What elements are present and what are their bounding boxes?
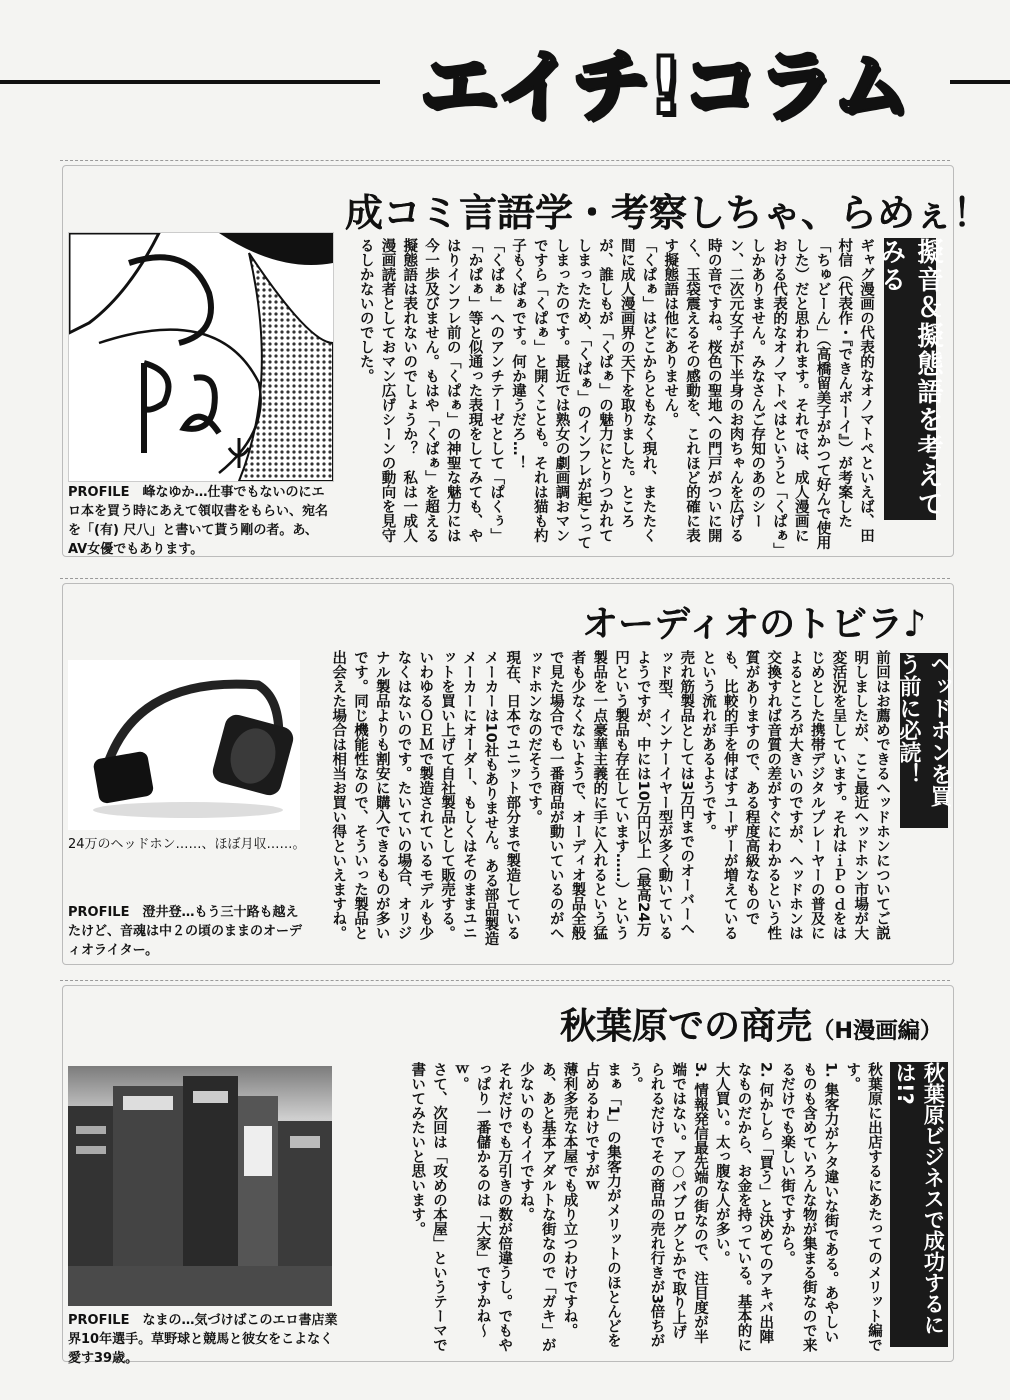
- section-divider: [60, 160, 950, 161]
- profile-1: PROFILE 峰なゆか…仕事でもないのにエロ本を買う時にあえて領収書をもらい、宛名を「(有) 尺八」と書いて貰う剛の者。あ、AV女優でもあります。: [68, 485, 329, 557]
- section-heading-3: [890, 1062, 948, 1347]
- image-caption-2: 24万のヘッドホン……、ほぼ月収……。: [68, 837, 306, 852]
- section-body-2: [310, 650, 892, 950]
- comic-illustration: [69, 233, 333, 481]
- header-rule-right: [950, 80, 1010, 84]
- section-heading-2-text: ヘッドホンを買う前に必読！: [896, 653, 952, 807]
- paragraph: 「くぱぁ」へのアンチテーゼとして「ぱくぅ」「かぱぁ」等と似通った表現をしてみても、やはりインフレ前の「くぱぁ」の神聖な魅力には今一歩及びません。もはや「くぱぁ」を超える擬態語は表れないのでしょうか？ 私は一成人漫画読者としておマン広げシーンの動向を見守るしかないのでした。: [357, 238, 505, 543]
- header-rule-left: [0, 80, 380, 84]
- section-heading-2: [896, 653, 952, 828]
- paragraph: 現在、日本でユニット部分まで製造しているメーカーは10社もありません。ある部品製造メーカーにオーダー、もしくはそのままユニットを買い上げて自社製品として販売する。いわゆるＯＥＭで製造されているモデルも少なくはないのです。たいていの場合、オリジナル製品よりも割安に購入できるものが多いです。同じ機能性なので、そういった製品と出会えた場合は相当お買い得といえますね。: [330, 650, 521, 946]
- section-heading-1-text: 擬音＆擬態語を考えてみる: [876, 238, 943, 518]
- paragraph: 秋葉原に出店するにあたってのメリット編です。: [844, 1062, 882, 1352]
- section-divider: [60, 980, 950, 981]
- paragraph: それだけでも万引きの数が倍違うし。でもやっぱり一番儲かるのは「大家」ですかね～ｗ。: [452, 1062, 513, 1352]
- paragraph: 1. 集客力がケタ違いな街である。あやしいものも含めていろんな物が集まる街なので来るだけでも楽しい街ですから。: [779, 1062, 839, 1352]
- page-title: エイチ!コラム: [419, 42, 909, 132]
- section-title-3: [560, 998, 942, 1049]
- city-buildings-icon: [68, 1066, 332, 1306]
- paragraph: 前回はお薦めできるヘッドホンについてご説明しましたが、ここ最近ヘッドホン市場が大変活況を呈しています。それはｉＰｏｄをはじめとした携帯デジタルプレーヤーの普及によるところが大きいのですが、ヘッドホンは交換すれば音質の差がすぐにわかるという性質がありますので、ある程度高級なものでも、比較的手を伸ばすユーザーが増えているという流れがあるようです。: [700, 650, 890, 940]
- paragraph: まぁ「1」の集客力がメリットのほとんどを占めるわけですがｗ: [583, 1062, 621, 1348]
- section-title-1: 成コミ言語学・考察しちゃ、らめぇ！: [345, 191, 991, 235]
- profile-3: PROFILE なまの…気づけばこのエロ書店業界10年選手。草野球と競馬と彼女をこよなく愛す39歳。: [68, 1313, 338, 1366]
- headphone-photo: [68, 660, 300, 830]
- akihabara-photo: [68, 1066, 332, 1306]
- section-title-3-main: 秋葉原での商売: [560, 1006, 813, 1047]
- section-heading-1: [876, 238, 943, 520]
- profile-2: PROFILE 澄井登…もう三十路も越えたけど、音魂は中２の頃のままのオーディオライター。: [68, 905, 303, 958]
- headphone-icon: [68, 660, 300, 830]
- section-heading-3-text: 秋葉原ビジネスで成功するには!?: [893, 1062, 946, 1335]
- section-title-2: オーディオのトビラ♪: [582, 604, 927, 645]
- comic-panel-image: [68, 232, 334, 482]
- section-body-3: [346, 1062, 884, 1352]
- paragraph: 2. 何かしら「買う」と決めてのアキバ出陣なものだから、お金を持っている。基本的に大人買い。太っ腹な人が多い。: [713, 1062, 774, 1352]
- paragraph: 薄利多売な本屋でも成り立つわけですね。あ、あと基本アダルトな街なので「ガキ」が少ないのもイイですね。: [518, 1062, 578, 1352]
- paragraph: ギャグ漫画の代表的なオノマトペといえば、田村信（代表作・『できんボーイ』）が考案した「ちゅどーん」（高橋留美子がかつて好んで使用した）だと思われます。それでは、成人漫画における代表的なオノマトペはというと「くぱぁ」しかありません。みなさんご存知のあのシーン、二次元女子が下半身のお肉ちゃんを広げる時の音ですね。桜色の聖地への門戸がついに開く、玉袋震えるその感動を、これほど的確に表す擬態語は他にありません。: [662, 238, 874, 550]
- paragraph: 3. 情報発信最先端の街なので、注目度が半端ではない。ア○パブログとかで取り上げられるだけでその商品の売れ行きが3倍ちがう。: [626, 1062, 708, 1348]
- paragraph: さて、次回は「攻めの本屋」というテーマで書いてみたいと思います。: [409, 1062, 447, 1352]
- section-divider: [60, 578, 950, 579]
- section-title-3-sub: （H漫画編）: [812, 1018, 943, 1044]
- paragraph: 売れ筋製品としては3万円までのオーバーヘッド型、インナーイヤー型が多く動いているようですが、中には10万円以上（最高24万円という製品も存在しています……）という製品を一点豪華主義的に手に入れるという猛者も少なくないようで、オーディオ製品全般で見た場合でも一番商品が動いているのがヘッドホンなのだそうです。: [526, 650, 695, 940]
- section-body-1: [336, 238, 876, 550]
- paragraph: 「くぱぁ」はどこからともなく現れ、またたく間に成人漫画界の天下を取りました。ところが、誰しもが「くぱぁ」の魅力にとりつかれてしまったため、「くぱぁ」のインフレが起こってしまったのです。最近では熟女の劇画調おマンですら「くぱぁ」と開くことも。それは猫も杓子もくぱぁです。何か違うだろ…！: [510, 238, 657, 550]
